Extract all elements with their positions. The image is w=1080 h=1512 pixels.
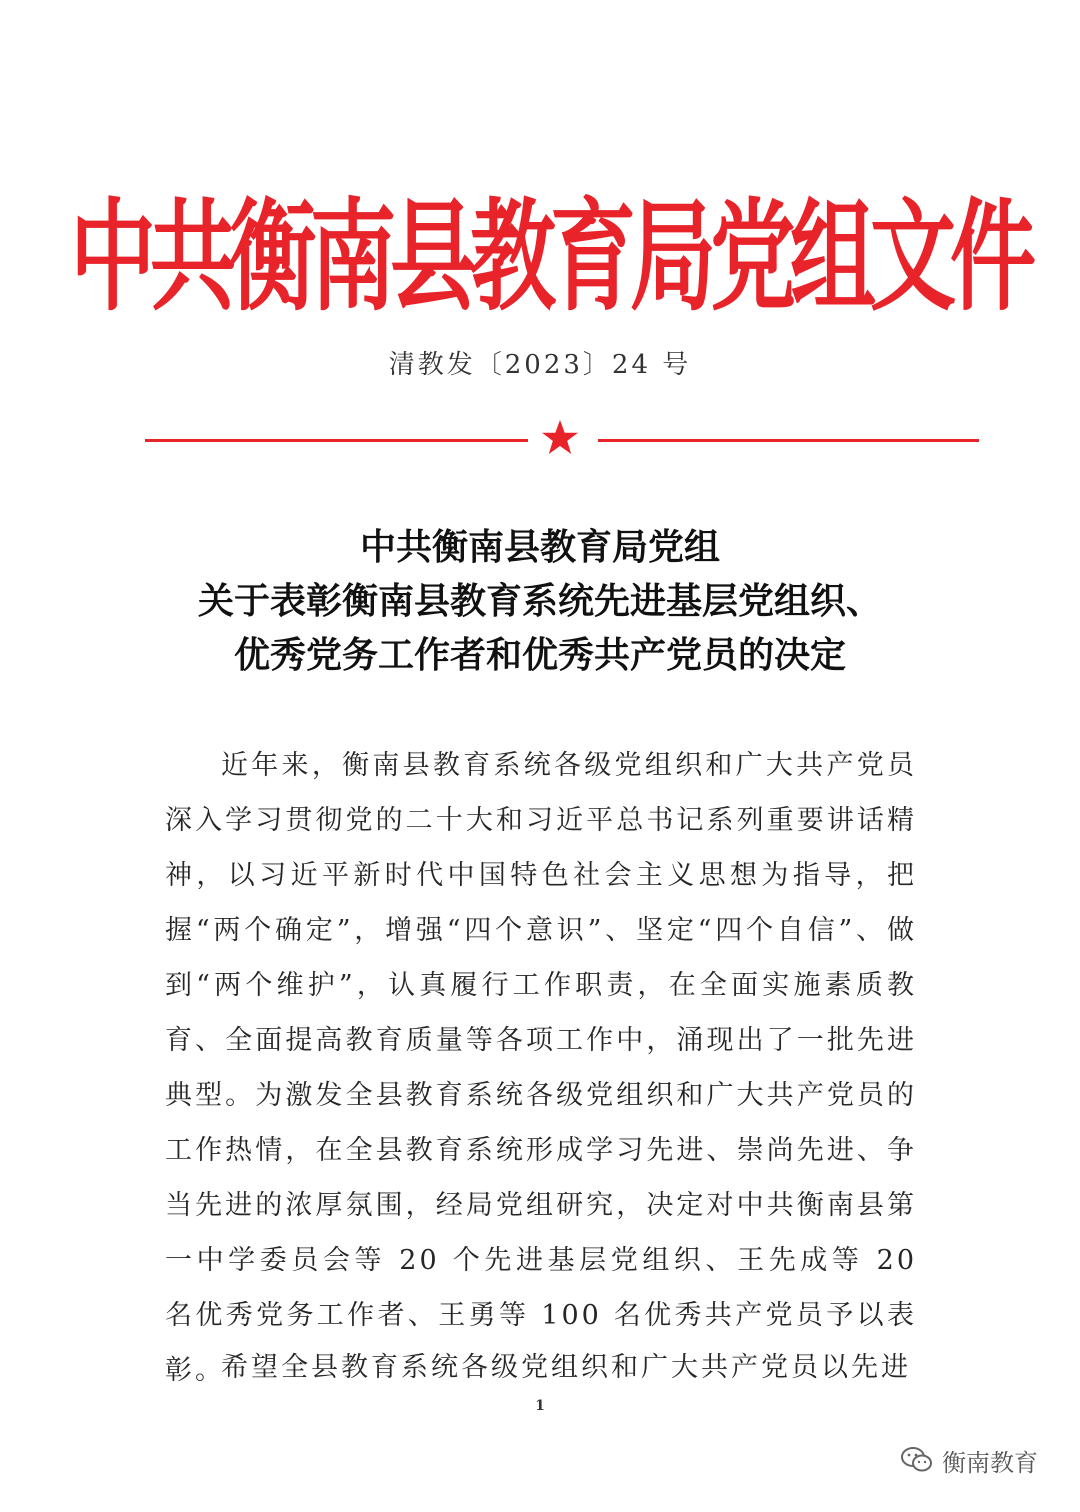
star-icon xyxy=(540,418,580,458)
body-paragraph-2: 希望全县教育系统各级党组织和广大共产党员以先进 xyxy=(221,1352,911,1383)
document-number: 清教发〔2023〕24 号 xyxy=(388,350,692,380)
decision-title-line-2: 关于表彰衡南县教育系统先进基层党组织、 xyxy=(197,580,882,622)
wechat-icon xyxy=(900,1445,934,1475)
account-name: 衡南教育 xyxy=(942,1448,1038,1477)
decision-title-line-3: 优秀党务工作者和优秀共产党员的决定 xyxy=(233,634,846,676)
page-number: 1 xyxy=(535,1398,545,1414)
red-divider-right xyxy=(598,439,979,442)
decision-title-line-1: 中共衡南县教育局党组 xyxy=(359,526,720,568)
decision-title xyxy=(0,520,1080,682)
document-header-title: 中共衡南县教育局党组文件 xyxy=(70,188,1030,328)
body-paragraph-1: 近年来，衡南县教育系统各级党组织和广大共产党员深入学习贯彻党的二十大和习近平总书记系列重要讲话精神，以习近平新时代中国特色社会主义思想为指导，把握“两个确定”，增强“四个意识”、坚定“四个自信”、做到“两个维护”，认真履行工作职责，在全面实施素质教育、全面提高教育质量等各项工作中，涌现出了一批先进典型。为激发全县教育系统各级党组织和广大共产党员的工作热情，在全县教育系统形成学习先进、崇尚先进、争当先进的浓厚氛围，经局党组研究，决定对中共衡南县第一中学委员会等 20 个先进基层党组织、王先成等 20 名优秀党务工作者、王勇等 100 名优秀共产党员予以表彰。 xyxy=(165,750,917,1386)
document-body xyxy=(165,738,917,1398)
red-divider-left xyxy=(145,439,528,442)
account-watermark xyxy=(900,1440,1038,1480)
star-shape xyxy=(542,420,578,454)
